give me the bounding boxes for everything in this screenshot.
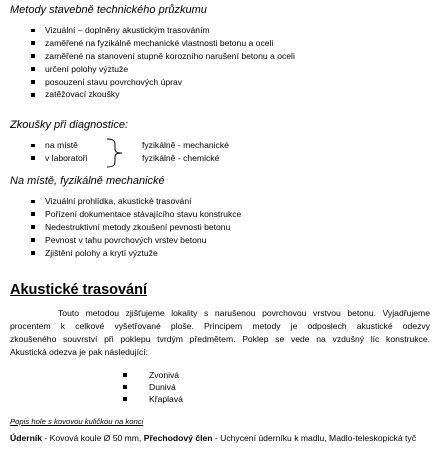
bullet-icon <box>31 67 35 71</box>
square-bullet-icon <box>123 373 127 377</box>
list-item: Nedestruktivní metody zkoušení pevnosti betonu <box>31 221 241 234</box>
onsite-heading: Na místě, fyzikálně mechanické <box>10 175 165 187</box>
figure-caption: Popis hole s kovovou kuličkou na konci <box>10 417 144 426</box>
bullet-icon <box>31 200 35 204</box>
bullet-icon <box>31 225 35 229</box>
list-item: Křaplavá <box>123 393 183 405</box>
bullet-icon <box>31 80 35 84</box>
list-item: určení polohy výztuže <box>31 63 295 76</box>
methods-list <box>31 24 295 101</box>
list-item: posouzení stavu povrchových úprav <box>31 76 295 89</box>
bullet-icon <box>31 54 35 58</box>
test-type-mechanical: fyzikálně - mechanické <box>142 140 229 150</box>
bullet-icon <box>31 144 35 148</box>
list-item: v laboratoři <box>31 152 88 165</box>
list-item: Zjištění polohy a krytí výztuže <box>31 247 241 260</box>
list-item: zatěžovací zkoušky <box>31 88 295 101</box>
tool-description: Úderník - Kovová koule Ø 50 mm, Přechodový člen - Uchycení úderníku k madlu, Madlo-teleskopická tyč <box>10 433 416 443</box>
bullet-icon <box>31 41 35 45</box>
list-item: Vizuální prohlídka, akustické trasování <box>31 195 241 208</box>
term-connector: Přechodový člen <box>143 433 213 443</box>
curly-brace-icon <box>104 138 128 168</box>
list-item: Pořízení dokumentace stávajícího stavu konstrukce <box>31 208 241 221</box>
acoustic-response-list <box>123 369 183 405</box>
bullet-icon <box>31 212 35 216</box>
list-item: Dunivá <box>123 381 183 393</box>
bullet-icon <box>31 156 35 160</box>
bullet-icon <box>31 29 35 33</box>
list-item: Pevnost v tahu povrchových vrstev betonu <box>31 234 241 247</box>
paragraph-line: Touto metodou zjišťujeme lokality s narušenou povrchovou vrstvou betonu. Vyjadřujeme <box>58 308 430 318</box>
onsite-list <box>31 195 241 259</box>
list-item: na místě <box>31 139 88 152</box>
section-title: Akustické trasování <box>10 282 148 298</box>
square-bullet-icon <box>123 397 127 401</box>
methods-heading: Metody stavebně technického průzkumu <box>10 4 207 16</box>
list-item: zaměřené na fyzikálně mechanické vlastnosti betonu a oceli <box>31 37 295 50</box>
paragraph-line: procentem k celkové vyšetřované ploše. Principem metody je odposlech akustické odezvy <box>10 320 430 331</box>
diagnostics-heading: Zkoušky při diagnostice: <box>10 119 128 131</box>
square-bullet-icon <box>123 385 127 389</box>
paragraph-line: Akustická odezva je pak následující: <box>10 346 149 357</box>
list-item: zaměřené na stanovení stupně korozního narušení betonu a oceli <box>31 50 295 63</box>
test-type-chemical: fyzikálně - chemické <box>142 153 220 163</box>
paragraph-line: zkoušeného souvrství při poklepu tvrdým předmětem. Poklep se vede na vzdušný líc konstrukce. <box>10 333 430 344</box>
tests-location-list <box>31 139 88 165</box>
bullet-icon <box>31 93 35 97</box>
term-striker: Úderník <box>10 433 42 443</box>
method-paragraph <box>10 307 430 359</box>
list-item: Vizuální – doplněny akustickým trasováním <box>31 24 295 37</box>
bullet-icon <box>31 238 35 242</box>
bullet-icon <box>31 251 35 255</box>
list-item: Zvonivá <box>123 369 183 381</box>
